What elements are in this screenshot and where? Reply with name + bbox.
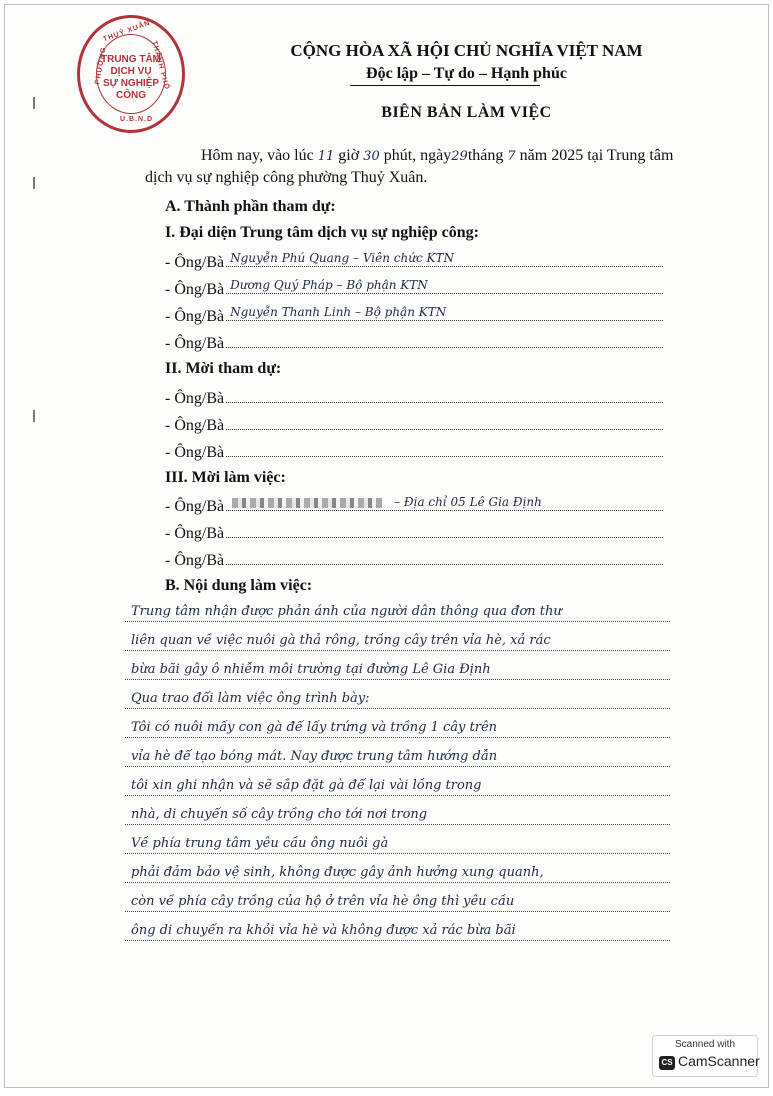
participant-name: Nguyễn Phú Quang – Viên chức KTN — [230, 251, 454, 265]
content-line — [125, 854, 670, 883]
content-text: còn về phía cây trồng của hộ ở trên vỉa hè ông thì yêu cầu — [131, 894, 515, 909]
intro-hour: 11 — [317, 149, 335, 164]
section-b-heading: B. Nội dung làm việc: — [165, 577, 313, 594]
content-text: phải đảm bảo vệ sinh, không được gây ảnh hưởng xung quanh, — [131, 865, 544, 880]
invitee-row — [165, 415, 663, 435]
intro-text-a: Hôm nay, vào lúc — [201, 147, 314, 164]
content-line — [125, 593, 670, 622]
motto-underline — [350, 85, 540, 86]
work-invitee-field — [226, 496, 663, 511]
person-label: - Ông/Bà — [165, 254, 225, 271]
person-label: - Ông/Bà — [165, 498, 225, 515]
content-text: Qua trao đổi làm việc ông trình bày: — [131, 691, 370, 706]
national-motto: Độc lập – Tự do – Hạnh phúc — [366, 65, 567, 82]
participant-field — [226, 306, 663, 321]
margin-mark — [33, 410, 35, 422]
intro-text-f: tại Trung tâm — [587, 147, 674, 164]
content-line — [125, 709, 670, 738]
content-line — [125, 883, 670, 912]
stamp-line-4: CÔNG — [116, 90, 146, 101]
content-line — [125, 796, 670, 825]
work-invitee-field — [226, 550, 663, 565]
section-i-heading: I. Đại diện Trung tâm dịch vụ sự nghiệp công: — [165, 224, 479, 241]
camscanner-logo-icon: CS — [659, 1056, 675, 1070]
intro-text-c: phút, ngày — [383, 147, 452, 164]
content-text: Về phía trung tâm yêu cầu ông nuôi gà — [131, 836, 389, 851]
intro-text-b: giờ — [338, 147, 360, 164]
content-text: Tôi có nuôi mấy con gà để lấy trứng và trồng 1 cây trên — [131, 720, 498, 735]
stamp-ring-left-text: PHƯỜNG — [94, 46, 108, 85]
content-line — [125, 622, 670, 651]
participant-row — [165, 279, 663, 299]
participant-field — [226, 333, 663, 348]
participant-field — [226, 279, 663, 294]
invitee-field — [226, 415, 663, 430]
document-title: BIÊN BẢN LÀM VIỆC — [381, 104, 552, 121]
content-line — [125, 680, 670, 709]
work-invitee-field — [226, 523, 663, 538]
national-title: CỘNG HÒA XÃ HỘI CHỦ NGHĨA VIỆT NAM — [290, 41, 643, 60]
participant-name: Nguyễn Thanh Linh – Bộ phận KTN — [230, 305, 447, 319]
participant-name: Dương Quý Pháp – Bộ phận KTN — [230, 278, 428, 292]
content-line — [125, 825, 670, 854]
section-a-heading: A. Thành phần tham dự: — [165, 198, 336, 215]
content-text: bừa bãi gây ô nhiễm môi trường tại đường Lê Gia Định — [131, 662, 491, 677]
section-ii-heading: II. Mời tham dự: — [165, 360, 282, 377]
margin-mark — [33, 177, 35, 189]
content-text: ông di chuyển ra khỏi vỉa hè và không được xả rác bừa bãi — [131, 923, 516, 938]
handwritten-content — [125, 593, 670, 941]
person-label: - Ông/Bà — [165, 444, 225, 461]
participant-field — [226, 252, 663, 267]
participant-row — [165, 306, 663, 326]
work-invitee-row — [165, 550, 663, 570]
person-label: - Ông/Bà — [165, 417, 225, 434]
work-invitee-row — [165, 496, 663, 516]
person-label: - Ông/Bà — [165, 308, 225, 325]
invitee-row — [165, 442, 663, 462]
person-label: - Ông/Bà — [165, 390, 225, 407]
content-text: vỉa hè để tạo bóng mát. Nay được trung tâm hướng dẫn — [131, 749, 498, 764]
invitee-field — [226, 388, 663, 403]
participant-row — [165, 252, 663, 272]
camscanner-brand: CamScanner — [678, 1053, 760, 1069]
person-label: - Ông/Bà — [165, 552, 225, 569]
intro-line-1 — [201, 147, 673, 165]
content-line — [125, 651, 670, 680]
stamp-line-1: TRUNG TÂM — [101, 54, 161, 65]
person-label: - Ông/Bà — [165, 281, 225, 298]
stamp-ring-top-text: THUỶ XUÂN — [102, 19, 152, 44]
intro-text-e: năm 2025 — [519, 147, 584, 164]
intro-line-2: dịch vụ sự nghiệp công phường Thuỷ Xuân. — [145, 169, 428, 186]
stamp-line-2: DỊCH VỤ — [110, 66, 152, 77]
stamp-ring-bottom-text: U.B.N.D — [120, 116, 154, 123]
invitee-row — [165, 388, 663, 408]
content-line — [125, 912, 670, 941]
document-page — [4, 4, 769, 1088]
section-iii-heading: III. Mời làm việc: — [165, 469, 286, 486]
participant-row — [165, 333, 663, 353]
camscanner-watermark — [652, 1035, 758, 1077]
content-text: liên quan về việc nuôi gà thả rông, trồng cây trên vỉa hè, xả rác — [131, 633, 551, 648]
content-line — [125, 767, 670, 796]
content-line — [125, 738, 670, 767]
content-text: tôi xin ghi nhận và sẽ sắp đặt gà để lại vài lồng trong — [131, 778, 482, 793]
intro-day: 29 — [451, 149, 468, 164]
scanned-with-text: Scanned with — [674, 1039, 736, 1050]
person-label: - Ông/Bà — [165, 525, 225, 542]
intro-text-d: tháng — [467, 147, 504, 164]
person-label: - Ông/Bà — [165, 335, 225, 352]
content-text: Trung tâm nhận được phản ánh của người dân thông qua đơn thư — [131, 604, 562, 619]
redacted-name — [232, 498, 382, 508]
invitee-field — [226, 442, 663, 457]
intro-minute: 30 — [363, 149, 380, 164]
work-invitee-row — [165, 523, 663, 543]
stamp-ring-right-text: THÀNH PHỐ — [150, 40, 171, 91]
stamp-line-3: SỰ NGHIỆP — [102, 78, 160, 89]
work-invitee-address: – Địa chỉ 05 Lê Gia Định — [394, 495, 542, 509]
content-text: nhà, di chuyển số cây trồng cho tới nơi trong — [131, 807, 428, 822]
intro-month: 7 — [507, 149, 516, 164]
